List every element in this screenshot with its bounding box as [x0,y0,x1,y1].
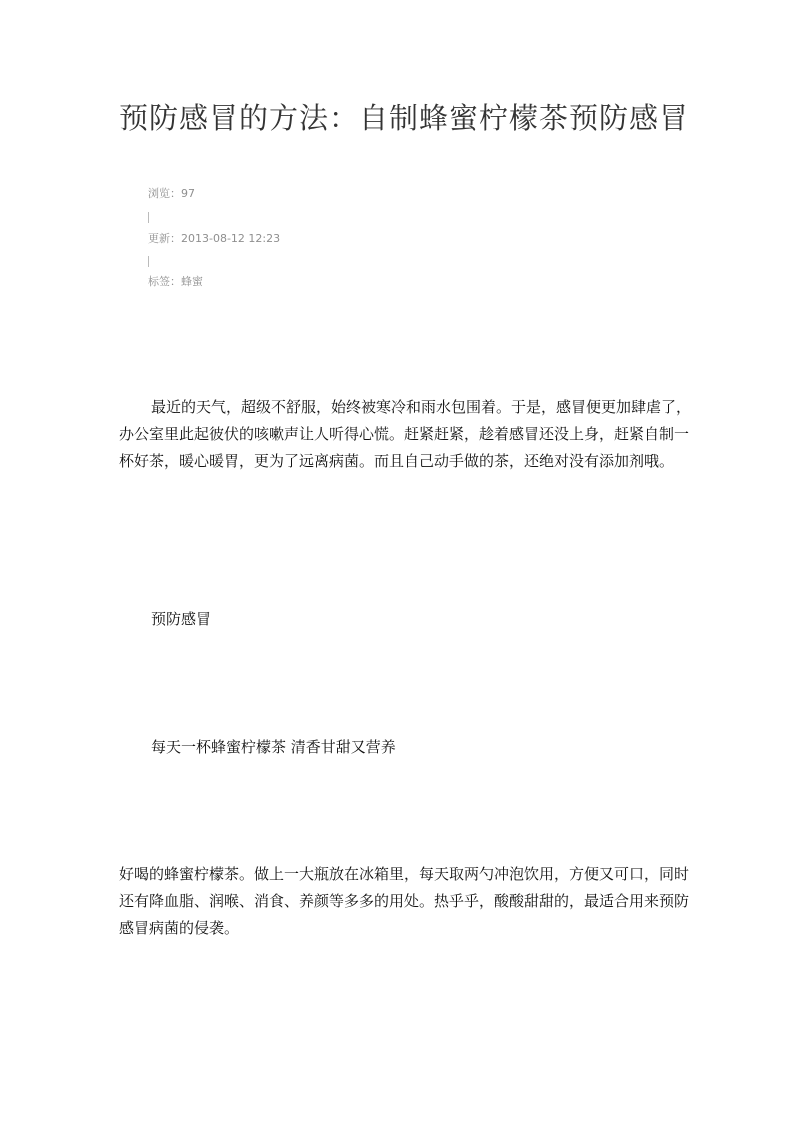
update-time: 更新：2013-08-12 12:23 [148,232,281,245]
tag-link[interactable]: 标签：蜂蜜 [148,275,203,288]
intro-paragraph: 最近的天气，超级不舒服，始终被寒冷和雨水包围着。于是，感冒便更加肆虐了，办公室里此起彼伏的咳嗽声让人听得心慌。赶紧赶紧，趁着感冒还没上身，赶紧自制一杯好茶，暖心暖胃，更为了远离病菌。而且自己动手做的茶，还绝对没有添加剂哦。 [119,398,692,470]
meta-separator [148,212,149,223]
view-count: 浏览：97 [148,187,195,200]
article-title: 预防感冒的方法：自制蜂蜜柠檬茶预防感冒 [119,101,690,135]
subheading: 每天一杯蜂蜜柠檬茶 清香甘甜又营养 [151,738,396,756]
body-paragraph: 好喝的蜂蜜柠檬茶。做上一大瓶放在冰箱里，每天取两勺冲泡饮用，方便又可口，同时还有降血脂、润喉、消食、养颜等多多的用处。热乎乎，酸酸甜甜的，最适合用来预防感冒病菌的侵袭。 [119,865,690,937]
section-heading: 预防感冒 [151,610,212,628]
meta-separator [148,256,149,267]
